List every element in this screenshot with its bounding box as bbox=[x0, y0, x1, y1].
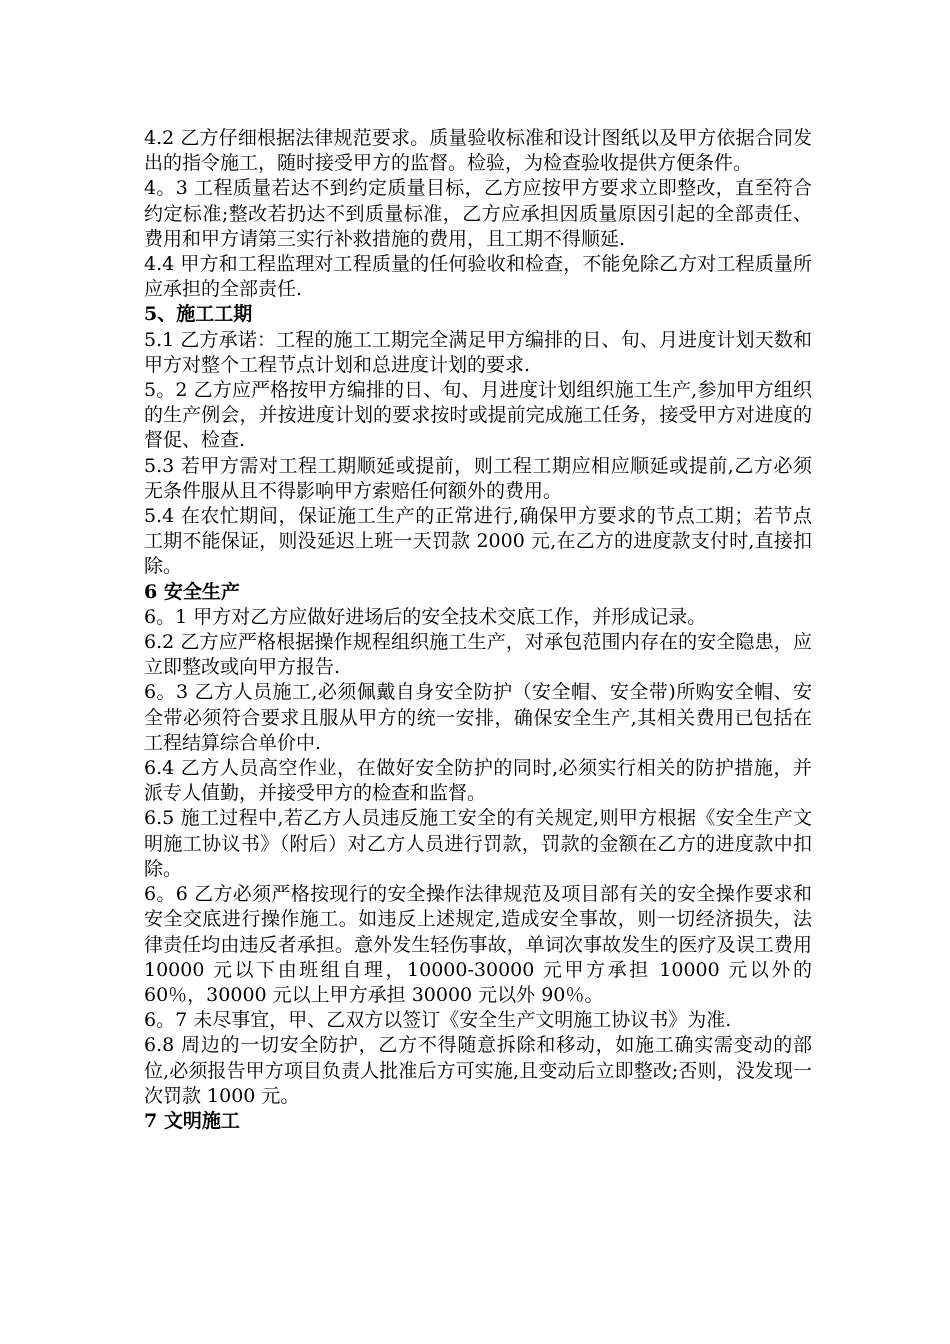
clause-6-5: 6.5 施工过程中,若乙方人员违反施工安全的有关规定,则甲方根据《安全生产文明施工协议书》（附后）对乙方人员进行罚款，罚款的金额在乙方的进度款中扣除。 bbox=[144, 807, 812, 880]
clause-4-4: 4.4 甲方和工程监理对工程质量的任何验收和检查，不能免除乙方对工程质量所应承担的全部责任. bbox=[144, 253, 812, 301]
clause-4-2: 4.2 乙方仔细根据法律规范要求。质量验收标准和设计图纸以及甲方依据合同发出的指令施工，随时接受甲方的监督。检验，为检查验收提供方便条件。 bbox=[144, 127, 812, 175]
clause-5-2: 5。2 乙方应严格按甲方编排的日、旬、月进度计划组织施工生产,参加甲方组织的生产例会，并按进度计划的要求按时或提前完成施工任务，接受甲方对进度的督促、检查. bbox=[144, 379, 812, 452]
clause-6-8: 6.8 周边的一切安全防护，乙方不得随意拆除和移动，如施工确实需变动的部位,必须报告甲方项目负责人批准后方可实施,且变动后立即整改;否则，没发现一次罚款 1000 元。 bbox=[144, 1034, 812, 1107]
clause-5-3: 5.3 若甲方需对工程工期顺延或提前，则工程工期应相应顺延或提前,乙方必须无条件服从且不得影响甲方索赔任何额外的费用。 bbox=[144, 454, 812, 502]
clause-6-6: 6。6 乙方必须严格按现行的安全操作法律规范及项目部有关的安全操作要求和安全交底进行操作施工。如违反上述规定,造成安全事故，则一切经济损失，法律责任均由违反者承担。意外发生轻伤事故，单词次事故发生的医疗及误工费用 10000 元以下由班组自理，10000-30000 元甲方承担 10000 元以外的 60％，30000 元以上甲方承担 30000 元以外 90％。 bbox=[144, 883, 812, 1006]
clause-6-3: 6。3 乙方人员施工,必须佩戴自身安全防护（安全帽、安全带)所购安全帽、安全带必须符合要求且服从甲方的统一安排，确保安全生产,其相关费用已包括在工程结算综合单价中. bbox=[144, 681, 812, 754]
clause-4-3: 4。3 工程质量若达不到约定质量目标，乙方应按甲方要求立即整改，直至符合约定标准;整改若扔达不到质量标准，乙方应承担因质量原因引起的全部责任、费用和甲方请第三实行补救措施的费用，且工期不得顺延. bbox=[144, 177, 812, 250]
section-heading-schedule: 5、施工工期 bbox=[144, 303, 253, 326]
clause-5-4: 5.4 在农忙期间，保证施工生产的正常进行,确保甲方要求的节点工期；若节点工期不能保证，则没延迟上班一天罚款 2000 元,在乙方的进度款支付时,直接扣除。 bbox=[144, 505, 812, 578]
clause-5-1: 5.1 乙方承诺：工程的施工工期完全满足甲方编排的日、旬、月进度计划天数和甲方对整个工程节点计划和总进度计划的要求. bbox=[144, 328, 812, 376]
clause-6-2: 6.2 乙方应严格根据操作规程组织施工生产，对承包范围内存在的安全隐患，应立即整改或向甲方报告. bbox=[144, 631, 812, 679]
document-page bbox=[144, 126, 812, 1134]
clause-6-7: 6。7 未尽事宜，甲、乙双方以签订《安全生产文明施工协议书》为准. bbox=[144, 1009, 732, 1032]
clause-6-4: 6.4 乙方人员高空作业，在做好安全防护的同时,必须实行相关的防护措施，并派专人值勤，并接受甲方的检查和监督。 bbox=[144, 757, 812, 805]
section-heading-safety: 6 安全生产 bbox=[144, 580, 240, 603]
section-heading-civilized-construction: 7 文明施工 bbox=[144, 1109, 240, 1132]
clause-6-1: 6。1 甲方对乙方应做好进场后的安全技术交底工作，并形成记录。 bbox=[144, 605, 707, 628]
